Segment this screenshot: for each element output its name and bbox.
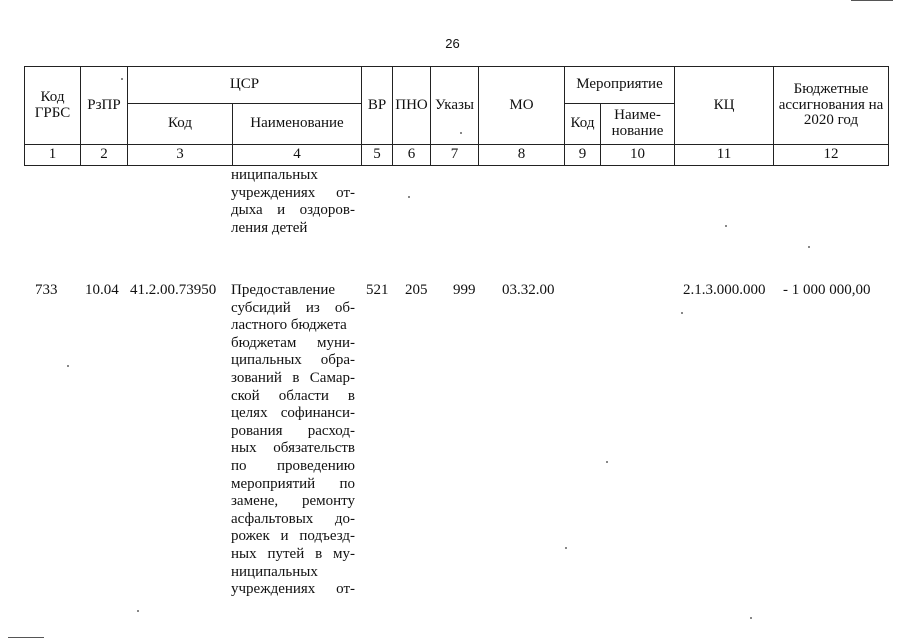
row-pno: 205 bbox=[405, 282, 428, 298]
row-name-line: Предоставление bbox=[231, 282, 336, 298]
page-number: 26 bbox=[445, 36, 460, 51]
header-csr: ЦСР bbox=[128, 67, 362, 104]
scan-speck bbox=[808, 246, 810, 248]
column-number: 4 bbox=[233, 145, 362, 166]
scan-speck bbox=[67, 365, 69, 367]
header-csr-name: Наименование bbox=[233, 104, 362, 145]
row-name bbox=[231, 282, 355, 599]
row-name-line: асфальтовых до- bbox=[231, 510, 355, 527]
scan-speck bbox=[460, 132, 462, 134]
row-name-line: рожек и подъезд- bbox=[231, 528, 355, 545]
scan-speck bbox=[408, 196, 410, 198]
header-csr-code: Код bbox=[128, 104, 233, 145]
header-event-code: Код bbox=[565, 104, 601, 145]
scan-speck bbox=[121, 78, 123, 80]
budget-table-header bbox=[24, 66, 889, 166]
column-number: 3 bbox=[128, 145, 233, 166]
scan-mark bbox=[851, 0, 893, 1]
row-name-line: замене, ремонту bbox=[231, 493, 355, 510]
row-name-line: ской области в bbox=[231, 387, 355, 404]
row-name-line: зований в Самар- bbox=[231, 369, 355, 386]
scan-speck bbox=[137, 610, 139, 612]
scan-speck bbox=[750, 617, 752, 619]
header-event: Мероприятие bbox=[565, 67, 675, 104]
header-event-name: Наиме-нование bbox=[601, 104, 675, 145]
row-name-line: бюджетам муни- bbox=[231, 334, 355, 351]
header-mo: МО bbox=[479, 67, 565, 145]
scan-speck bbox=[725, 225, 727, 227]
continuation-line: ления детей bbox=[231, 219, 308, 236]
column-number: 6 bbox=[393, 145, 431, 166]
row-name-line: ластного бюджета bbox=[231, 317, 347, 334]
header-kc: КЦ bbox=[675, 67, 774, 145]
column-number: 2 bbox=[81, 145, 128, 166]
column-number: 12 bbox=[774, 145, 889, 166]
scan-speck bbox=[681, 312, 683, 314]
header-ukazy: Указы bbox=[431, 67, 479, 145]
header-grbs-code: Код ГРБС bbox=[25, 67, 81, 145]
row-vr: 521 bbox=[366, 282, 389, 298]
column-number: 10 bbox=[601, 145, 675, 166]
row-amount: - 1 000 000,00 bbox=[783, 282, 871, 298]
continuation-line: ниципальных bbox=[231, 167, 318, 183]
row-name-line: рования расход- bbox=[231, 422, 355, 439]
column-number: 8 bbox=[479, 145, 565, 166]
scan-speck bbox=[565, 547, 567, 549]
row-kc: 2.1.3.000.000 bbox=[683, 282, 766, 298]
row-csr-code: 41.2.00.73950 bbox=[130, 282, 217, 298]
row-name-line: ципальных обра- bbox=[231, 352, 355, 369]
scan-mark bbox=[8, 637, 44, 638]
column-number: 7 bbox=[431, 145, 479, 166]
row-name-line: учреждениях от- bbox=[231, 581, 355, 598]
header-rzpr: РзПР bbox=[81, 67, 128, 145]
row-name-line: ных обязательств bbox=[231, 440, 355, 457]
row-name-line: по проведению bbox=[231, 457, 355, 474]
row-name-line: целях софинанси- bbox=[231, 405, 355, 422]
header-pno: ПНО bbox=[393, 67, 431, 145]
column-number: 1 bbox=[25, 145, 81, 166]
row-name-line: субсидий из об- bbox=[231, 299, 355, 316]
column-number: 5 bbox=[362, 145, 393, 166]
row-name-line: ных путей в му- bbox=[231, 545, 355, 562]
row-name-line: ниципальных bbox=[231, 563, 318, 580]
row-ukazy: 999 bbox=[453, 282, 476, 298]
continuation-line: дыха и оздоров- bbox=[231, 202, 355, 219]
header-budget: Бюджетные ассигнования на 2020 год bbox=[774, 67, 889, 145]
row-name-line: мероприятий по bbox=[231, 475, 355, 492]
header-vr: ВР bbox=[362, 67, 393, 145]
continuation-name bbox=[231, 167, 355, 237]
column-number: 9 bbox=[565, 145, 601, 166]
row-grbs: 733 bbox=[35, 282, 58, 298]
row-mo: 03.32.00 bbox=[502, 282, 555, 298]
row-rzpr: 10.04 bbox=[85, 282, 119, 298]
scan-speck bbox=[606, 461, 608, 463]
column-number: 11 bbox=[675, 145, 774, 166]
continuation-line: учреждениях от- bbox=[231, 184, 355, 201]
